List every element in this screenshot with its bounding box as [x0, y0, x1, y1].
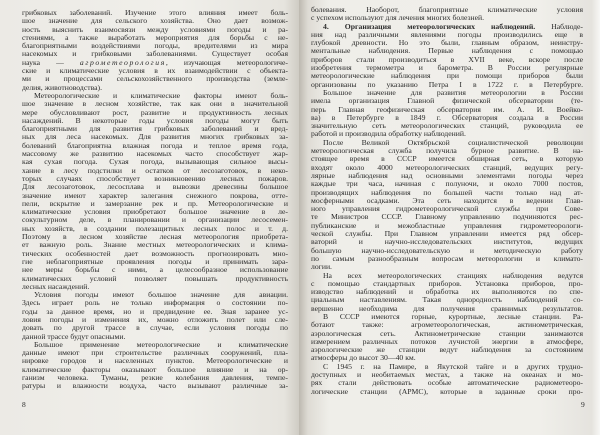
text-line: перь Главная геофизическая обсерватория им. А. И. Воейко- [311, 105, 583, 114]
text-line: ного управления гидрометеорологической службы при Сове- [311, 205, 583, 214]
text-line: ния над различными явлениями погоды производились еще в [311, 30, 583, 39]
emphasized-term: агрометеорология [79, 58, 166, 67]
text-line: Для лесозаготовок, лесосплава и вывозки древесины большое [22, 183, 288, 192]
text-line: ва) в Петербурге в 1849 г. Обсерватория создала в России [311, 113, 583, 122]
text-span: , изучающая метеорологиче- [165, 58, 288, 67]
text-line: Большое применение метеорологические и климатические [34, 340, 288, 349]
text-line: Метеорологические и климатические факторы имеют боль- [34, 91, 288, 100]
text-line: насекомых и грибковыми заболеваниями. Существует особая [22, 50, 288, 59]
text-line: годы за данное время, но и предвидение ее. Зная заранее ус- [22, 307, 288, 316]
text-line: публиканские и межобластные управления гидрометеорологи- [311, 221, 583, 230]
text-line: С 1945 г. на Памире, в Якутской тайге и в других трудно- [323, 362, 583, 371]
text-line: циальным наставлениям. Такая однородность наблюдений со- [311, 296, 583, 305]
text-line: каждые три часа, начиная с полуночи, и около 7000 постов, [311, 180, 583, 189]
text-line: В СССР имеются горные, курортные, лесные станции. Ра- [323, 312, 583, 321]
text-line: метеорологическая служба получила бурное развитие. В на- [311, 147, 583, 156]
text-line: шое значение для сельского хозяйства. Оно дает возмож- [22, 17, 288, 26]
text-line: стоящее время в СССР имеется обширная сеть, в которую [311, 155, 583, 164]
text-line: имела организация Главной физической обсерватории (те- [311, 97, 583, 106]
text-line: те Министров СССР. Главному управлению подчиняются рес- [311, 213, 583, 222]
text-line: торых случаях способствует возникновению лесных пожаров. [22, 174, 288, 183]
text-line: стениями, а также выработать мероприятия для борьбы с не- [22, 33, 288, 42]
text-line: работой и производила обработку наблюдений. [311, 130, 466, 139]
text-line: ловия погоды и изменения их, можно отложить полет или сле- [22, 315, 288, 324]
text-line: болевания. Наоборот, благоприятные климатические условия [311, 6, 583, 14]
text-line: ваторий и научно-исследовательских институтов, ведущих [311, 238, 583, 247]
text-line: атмосферы до высот 30—40 км. [311, 354, 416, 363]
text-line: данные имеют при строительстве различных сооружений, пла- [22, 349, 288, 358]
text-line: сокультурном деле, в планировании и организации лесосемен- [22, 216, 288, 225]
text-line: значение имеют характер залегания снежного покрова, отте- [22, 191, 288, 200]
text-line: лярные наблюдения над основными элементами погоды через [311, 171, 583, 180]
text-line: благоприятными для развития грибковых заболеваний и вред- [22, 125, 288, 134]
text-line: тических особенностей дает возможность прогнозировать мно- [22, 249, 288, 258]
text-line: производящих наблюдения по большей части только над ат- [311, 188, 583, 197]
text-line: ность выяснить взаимосвязи между условиями погоды и ра- [22, 25, 288, 34]
text-line: мере обусловливают рост, развитие и продуктивность лесных [22, 108, 288, 117]
text-line: ментальные наблюдения. Первые наблюдения с помощью [311, 47, 583, 56]
text-line: нировке городов и населенных пунктов. Метеорологические и [22, 357, 288, 366]
text-line: с помощью стандартных приборов. Установка приборов, про- [311, 279, 583, 288]
text-line: массовому же развитию насекомых часто способствует жар- [22, 150, 288, 159]
text-line: кая сухая погода. Сухая погода, вызывающая сильное высы- [22, 158, 288, 167]
page-number: 9 [581, 400, 585, 409]
right-page [299, 0, 600, 435]
text-line: рях стали действовать особые автоматические радиометеоро- [311, 379, 583, 388]
text-line: ратуры и влажности воздуха, часто вызывают различные за- [22, 382, 288, 391]
text-line: приборов стали производиться в XVII веке, вскоре после [311, 55, 583, 64]
text-line: измерением различных потоков лучистой энергии в атмосфере, [311, 337, 583, 346]
text-line: гие неблагоприятные проявления погоды и принимать зара- [22, 257, 288, 266]
text-line: ми и процессами сельскохозяйственного производства (земле- [22, 75, 288, 84]
text-line: глубокой древности. Но это были, главным образом, неинстру- [311, 39, 583, 48]
text-line: организованы по указанию Петра I в 1722 г. в Петербурге. [311, 80, 583, 89]
text-line: ных хозяйств, в создании полезащитных лесных полос и т. д. [22, 224, 288, 233]
text-line: входят около 4000 метеорологических станций, ведущих регу- [311, 163, 583, 172]
left-page-text [22, 9, 288, 391]
text-span: Наблюде- [535, 22, 583, 31]
right-page-text [311, 6, 583, 396]
text-line: вершенно необходима для получения сравнимых результатов. [311, 304, 583, 313]
text-line: доступных и необитаемых местах, а также на океанах и мо- [311, 371, 583, 380]
text-line: довать по другой трассе в случае, если условия погоды по [22, 324, 288, 333]
text-line: данной трассе будут опасными. [22, 332, 126, 341]
text-line: благоприятными воздействиями погоды, вредителями из мира [22, 42, 288, 51]
text-line: ботают также: агрометеорологическая, актинометрическая, [311, 321, 583, 330]
text-line: аэрологические же станции ведут наблюдения за состоянием [311, 346, 583, 355]
section-heading: 4. Организация метеорологических наблюдений. [323, 22, 536, 31]
text-line: болеваний благоприятна влажная погода и теплое время года, [22, 141, 288, 150]
text-line: метеорологические наблюдения при помощи приборов были [311, 72, 583, 81]
text-line: Условия погоды имеют большое значение для авиации. [34, 291, 288, 300]
text-line: логические станции (АРМС), которые в заданные сроки про- [311, 387, 583, 396]
text-line: После Великой Октябрьской социалистической революции [323, 138, 583, 147]
text-line: логии. [311, 263, 332, 272]
text-line: лесных насаждений. [22, 282, 90, 291]
text-line: ческой службы. При Главном управлении имеется ряд обсер- [311, 230, 583, 239]
text-line: с успехом используют для лечения многих болезней. [311, 14, 485, 23]
text-line: ганизм человека. Туманы, резкие колебания давления, темпе- [22, 374, 288, 383]
text-line: нее меры борьбы с ними, а целесообразное использование [22, 266, 288, 275]
text-line: значительную сеть метеорологических станций, руководила ее [311, 122, 583, 131]
text-line: климатических условий позволяет повышать продуктивность [22, 274, 288, 283]
text-line: ские и климатические условия в их взаимодействии с объекта- [22, 67, 288, 76]
text-line: насаждений. В некоторые годы условия погоды могут быть [22, 116, 288, 125]
text-line: ет важную роль. Знание местных метеорологических и клима- [22, 241, 288, 250]
text-line: грибковых заболеваний. Изучение этого влияния имеет боль- [22, 9, 288, 17]
text-line: делия, животноводства). [22, 83, 103, 92]
text-line: мосферными осадками. Эта сеть находится в ведении Глав- [311, 196, 583, 205]
left-page [0, 0, 299, 435]
text-line: большую научно-исследовательскую и методическую работу [311, 246, 583, 255]
text-line [22, 59, 288, 67]
text-line: хание в лесу подстилки и остатков от лесозаготовок, в неко- [22, 166, 288, 175]
text-line: Большое значение для развития метеорологии в России [323, 88, 583, 97]
text-line: Поэтому в лесном хозяйстве лесная метеорология приобрета- [22, 233, 288, 242]
page-number: 8 [22, 400, 26, 409]
text-line: ных для леса насекомых. Для развития многих грибковых за- [22, 133, 288, 142]
text-line: На всех метеорологических станциях наблюдения ведутся [323, 271, 583, 280]
text-span: наука — [22, 58, 80, 67]
text-line: пели, вскрытие и замерзание рек и пр. Метеорологические и [22, 199, 288, 208]
text-line: климатические условия приобретают большое значение в ле- [22, 208, 288, 217]
text-line [311, 23, 583, 31]
text-line: климатические факторы оказывают большое влияние и на ор- [22, 365, 288, 374]
text-line: по самым разнообразным вопросам метеорологии и климато- [311, 254, 583, 263]
text-line: изводство наблюдений и обработка их выполняются по спе- [311, 288, 583, 297]
page-edge [592, 0, 600, 435]
text-line: аэрологическая сеть. Актинометрические станции занимаются [311, 329, 583, 338]
text-line: Здесь играет роль не только информация о состоянии по- [22, 299, 288, 308]
text-line: шое значение в лесном хозяйстве, так как они в значительной [22, 100, 288, 109]
text-line: изобретения термометра и барометра. В России регулярные [311, 64, 583, 73]
